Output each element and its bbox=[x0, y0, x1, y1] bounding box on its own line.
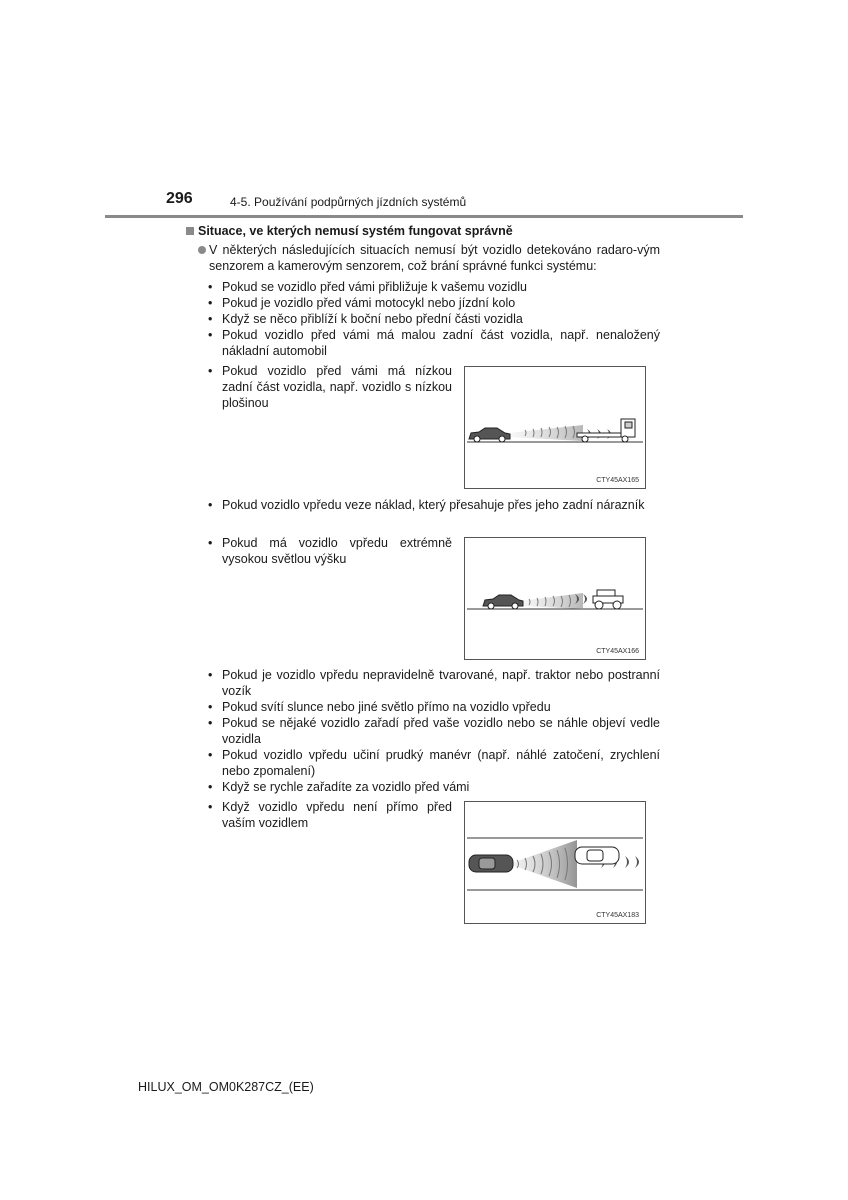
list-item: • Pokud má vozidlo vpředu extrémně vysokou světlou výšku bbox=[208, 535, 452, 567]
figure-offset-vehicle bbox=[464, 801, 646, 924]
circle-bullet-icon bbox=[198, 246, 206, 254]
list-item: • Pokud se nějaké vozidlo zařadí před vaše vozidlo nebo se náhle objeví vedle vozidla bbox=[208, 715, 660, 747]
intro-paragraph bbox=[198, 242, 660, 274]
figure-code: CTY45AX183 bbox=[596, 912, 639, 919]
list-item: • Když se rychle zařadíte za vozidlo před vámi bbox=[208, 779, 660, 795]
list-item: • Pokud vozidlo vpředu veze náklad, který přesahuje přes jeho zadní nárazník bbox=[208, 497, 660, 513]
condition-list-b bbox=[208, 667, 660, 795]
figure-code: CTY45AX165 bbox=[596, 477, 639, 484]
figure-high-clearance-vehicle bbox=[464, 537, 646, 660]
list-item: • Když se něco přiblíží k boční nebo přední části vozidla bbox=[208, 311, 660, 327]
list-item: • Pokud vozidlo vpředu učiní prudký manévr (např. náhlé zatočení, zrychlení nebo zpomalení) bbox=[208, 747, 660, 779]
heading-text: Situace, ve kterých nemusí systém fungovat správně bbox=[198, 224, 513, 238]
condition-list-low-rear bbox=[208, 363, 452, 411]
square-bullet-icon bbox=[186, 227, 194, 235]
figure-low-rear-vehicle bbox=[464, 366, 646, 489]
list-item: • Když vozidlo vpředu není přímo před vaším vozidlem bbox=[208, 799, 452, 831]
list-item: • Pokud je vozidlo vpředu nepravidelně tvarované, např. traktor nebo postranní vozík bbox=[208, 667, 660, 699]
figure-illustration bbox=[465, 538, 645, 659]
list-item: • Pokud svítí slunce nebo jiné světlo přímo na vozidlo vpředu bbox=[208, 699, 660, 715]
condition-list-not-front bbox=[208, 799, 452, 831]
list-item: • Pokud je vozidlo před vámi motocykl nebo jízdní kolo bbox=[208, 295, 660, 311]
footer-document-code: HILUX_OM_OM0K287CZ_(EE) bbox=[138, 1080, 314, 1094]
condition-list-a bbox=[208, 279, 660, 359]
condition-list-load bbox=[208, 497, 660, 513]
section-title: 4-5. Používání podpůrných jízdních systémů bbox=[230, 195, 467, 209]
section-heading bbox=[186, 224, 513, 238]
list-item: • Pokud vozidlo před vámi má nízkou zadní část vozidla, např. vozidlo s nízkou plošinou bbox=[208, 363, 452, 411]
figure-illustration bbox=[465, 367, 645, 488]
list-item: • Pokud vozidlo před vámi má malou zadní část vozidla, např. nenaložený nákladní automobil bbox=[208, 327, 660, 359]
figure-code: CTY45AX166 bbox=[596, 648, 639, 655]
page-number: 296 bbox=[166, 190, 193, 207]
condition-list-clearance bbox=[208, 535, 452, 567]
header-divider bbox=[105, 215, 743, 218]
list-item: • Pokud se vozidlo před vámi přibližuje k vašemu vozidlu bbox=[208, 279, 660, 295]
intro-text: V některých následujících situacích nemusí být vozidlo detekováno radaro-vým senzorem a kamerovým senzorem, což brání správné funkci systému: bbox=[209, 243, 660, 273]
figure-illustration bbox=[465, 802, 645, 923]
